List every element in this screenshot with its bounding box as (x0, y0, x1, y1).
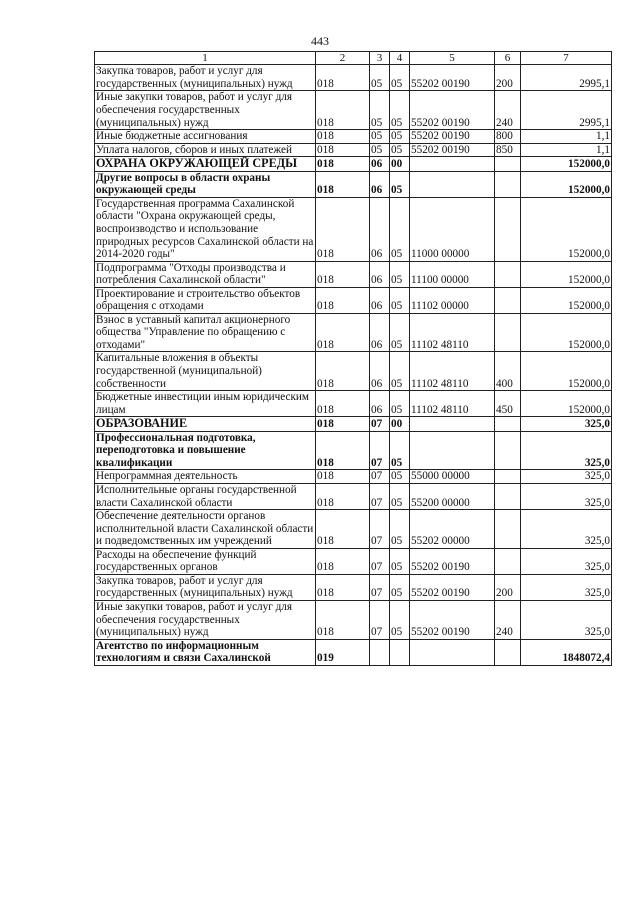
row-subsection-code-cell: 05 (390, 510, 410, 549)
row-subsection-code-cell: 00 (390, 157, 410, 172)
row-section-code-cell: 06 (370, 313, 390, 352)
row-ved-code-cell: 018 (316, 261, 370, 287)
row-amount-cell: 325,0 (521, 484, 612, 510)
row-name-cell: Иные бюджетные ассигнования (95, 130, 316, 144)
row-subsection-code-cell: 05 (390, 143, 410, 157)
row-expense-type-cell: 850 (495, 143, 521, 157)
table-row (95, 431, 612, 470)
row-ved-code-cell: 018 (316, 470, 370, 484)
row-amount-cell: 325,0 (521, 470, 612, 484)
table-row (95, 197, 612, 261)
table-row (95, 417, 612, 432)
row-amount-cell: 152000,0 (521, 171, 612, 197)
row-target-code-cell: 55202 00190 (410, 574, 495, 600)
column-number-row (95, 52, 612, 65)
row-expense-type-cell: 200 (495, 65, 521, 91)
row-subsection-code-cell: 00 (390, 417, 410, 432)
row-section-code-cell: 07 (370, 600, 390, 639)
row-amount-cell: 152000,0 (521, 313, 612, 352)
row-subsection-code-cell: 05 (390, 574, 410, 600)
row-amount-cell: 325,0 (521, 431, 612, 470)
row-amount-cell: 152000,0 (521, 197, 612, 261)
row-name-cell: Подпрограмма "Отходы производства и потребления Сахалинской области" (95, 261, 316, 287)
row-subsection-code-cell: 05 (390, 261, 410, 287)
row-section-code-cell: 07 (370, 574, 390, 600)
table-row (95, 171, 612, 197)
row-subsection-code-cell: 05 (390, 431, 410, 470)
row-target-code-cell: 55000 00000 (410, 470, 495, 484)
row-name-cell: Агентство по информационным технологиям и связи Сахалинской (95, 639, 316, 665)
row-section-code-cell: 06 (370, 171, 390, 197)
row-ved-code-cell: 018 (316, 91, 370, 130)
budget-table (94, 51, 612, 666)
row-expense-type-cell: 200 (495, 574, 521, 600)
row-subsection-code-cell: 05 (390, 130, 410, 144)
table-row (95, 313, 612, 352)
row-name-cell: Взнос в уставный капитал акционерного общества "Управление по обращению с отходами" (95, 313, 316, 352)
row-expense-type-cell: 240 (495, 91, 521, 130)
row-amount-cell: 2995,1 (521, 65, 612, 91)
row-ved-code-cell: 019 (316, 639, 370, 665)
row-ved-code-cell: 018 (316, 484, 370, 510)
row-expense-type-cell (495, 261, 521, 287)
table-row (95, 510, 612, 549)
row-amount-cell: 325,0 (521, 417, 612, 432)
row-section-code-cell: 06 (370, 287, 390, 313)
row-amount-cell: 1848072,4 (521, 639, 612, 665)
row-section-code-cell: 07 (370, 548, 390, 574)
row-name-cell: Профессиональная подготовка, переподготовка и повышение квалификации (95, 431, 316, 470)
row-subsection-code-cell (390, 639, 410, 665)
row-expense-type-cell: 240 (495, 600, 521, 639)
row-subsection-code-cell: 05 (390, 313, 410, 352)
row-section-code-cell: 05 (370, 143, 390, 157)
row-amount-cell: 1,1 (521, 130, 612, 144)
row-target-code-cell: 11102 48110 (410, 352, 495, 391)
row-expense-type-cell (495, 287, 521, 313)
row-ved-code-cell: 018 (316, 143, 370, 157)
row-name-cell: Расходы на обеспечение функций государственных органов (95, 548, 316, 574)
row-target-code-cell: 11000 00000 (410, 197, 495, 261)
row-subsection-code-cell: 05 (390, 65, 410, 91)
table-row (95, 470, 612, 484)
row-target-code-cell: 55202 00190 (410, 130, 495, 144)
row-ved-code-cell: 018 (316, 600, 370, 639)
row-ved-code-cell: 018 (316, 510, 370, 549)
row-subsection-code-cell: 05 (390, 287, 410, 313)
row-target-code-cell: 55202 00190 (410, 600, 495, 639)
row-target-code-cell (410, 417, 495, 432)
row-expense-type-cell (495, 510, 521, 549)
row-expense-type-cell: 400 (495, 352, 521, 391)
row-expense-type-cell (495, 417, 521, 432)
row-target-code-cell: 11102 48110 (410, 391, 495, 417)
row-subsection-code-cell: 05 (390, 91, 410, 130)
row-name-cell: Бюджетные инвестиции иным юридическим лицам (95, 391, 316, 417)
row-target-code-cell (410, 639, 495, 665)
row-ved-code-cell: 018 (316, 130, 370, 144)
table-row (95, 91, 612, 130)
row-subsection-code-cell: 05 (390, 391, 410, 417)
table-row (95, 157, 612, 172)
row-amount-cell: 152000,0 (521, 391, 612, 417)
table-row (95, 143, 612, 157)
table-row (95, 352, 612, 391)
row-expense-type-cell: 800 (495, 130, 521, 144)
page-number: 443 (311, 34, 329, 48)
row-section-code-cell: 06 (370, 391, 390, 417)
row-amount-cell: 2995,1 (521, 91, 612, 130)
row-name-cell: Обеспечение деятельности органов исполнительной власти Сахалинской области и подведомственных им учреждений (95, 510, 316, 549)
column-number-6: 6 (495, 52, 521, 65)
row-expense-type-cell (495, 431, 521, 470)
row-target-code-cell (410, 171, 495, 197)
column-number-2: 2 (316, 52, 370, 65)
row-target-code-cell: 55202 00000 (410, 510, 495, 549)
row-expense-type-cell (495, 470, 521, 484)
row-ved-code-cell: 018 (316, 313, 370, 352)
row-target-code-cell: 11102 48110 (410, 313, 495, 352)
row-amount-cell: 325,0 (521, 574, 612, 600)
column-number-5: 5 (410, 52, 495, 65)
row-amount-cell: 152000,0 (521, 287, 612, 313)
row-section-code-cell: 05 (370, 91, 390, 130)
row-subsection-code-cell: 05 (390, 548, 410, 574)
table-row (95, 65, 612, 91)
row-ved-code-cell: 018 (316, 352, 370, 391)
row-subsection-code-cell: 05 (390, 171, 410, 197)
table-row (95, 287, 612, 313)
row-name-cell: ОБРАЗОВАНИЕ (95, 417, 316, 432)
row-target-code-cell: 55200 00000 (410, 484, 495, 510)
row-ved-code-cell: 018 (316, 65, 370, 91)
row-section-code-cell: 07 (370, 484, 390, 510)
table-row (95, 574, 612, 600)
row-name-cell: Закупка товаров, работ и услуг для государственных (муниципальных) нужд (95, 65, 316, 91)
table-row (95, 600, 612, 639)
row-ved-code-cell: 018 (316, 171, 370, 197)
row-section-code-cell: 07 (370, 431, 390, 470)
row-amount-cell: 325,0 (521, 510, 612, 549)
row-amount-cell: 1,1 (521, 143, 612, 157)
column-number-1: 1 (95, 52, 316, 65)
row-ved-code-cell: 018 (316, 391, 370, 417)
row-name-cell: Иные закупки товаров, работ и услуг для обеспечения государственных (муниципальных) нужд (95, 91, 316, 130)
row-expense-type-cell (495, 157, 521, 172)
row-expense-type-cell (495, 548, 521, 574)
row-name-cell: Проектирование и строительство объектов обращения с отходами (95, 287, 316, 313)
table-row (95, 391, 612, 417)
row-ved-code-cell: 018 (316, 574, 370, 600)
row-ved-code-cell: 018 (316, 548, 370, 574)
row-amount-cell: 152000,0 (521, 157, 612, 172)
row-target-code-cell (410, 157, 495, 172)
row-ved-code-cell: 018 (316, 197, 370, 261)
table-row (95, 261, 612, 287)
row-expense-type-cell (495, 171, 521, 197)
row-amount-cell: 325,0 (521, 548, 612, 574)
row-name-cell: ОХРАНА ОКРУЖАЮЩЕЙ СРЕДЫ (95, 157, 316, 172)
row-name-cell: Уплата налогов, сборов и иных платежей (95, 143, 316, 157)
row-target-code-cell: 55202 00190 (410, 91, 495, 130)
row-section-code-cell (370, 639, 390, 665)
row-section-code-cell: 06 (370, 261, 390, 287)
row-target-code-cell: 55202 00190 (410, 65, 495, 91)
row-subsection-code-cell: 05 (390, 470, 410, 484)
row-section-code-cell: 05 (370, 130, 390, 144)
column-number-7: 7 (521, 52, 612, 65)
row-expense-type-cell (495, 197, 521, 261)
row-section-code-cell: 06 (370, 157, 390, 172)
table-row (95, 548, 612, 574)
row-ved-code-cell: 018 (316, 157, 370, 172)
row-name-cell: Государственная программа Сахалинской области "Охрана окружающей среды, воспроизводство и использование природных ресурсов Сахалинской области на 2014-2020 годы" (95, 197, 316, 261)
row-subsection-code-cell: 05 (390, 600, 410, 639)
table-row (95, 130, 612, 144)
row-amount-cell: 325,0 (521, 600, 612, 639)
row-subsection-code-cell: 05 (390, 352, 410, 391)
table-row (95, 639, 612, 665)
row-target-code-cell: 55202 00190 (410, 143, 495, 157)
row-name-cell: Непрограммная деятельность (95, 470, 316, 484)
row-section-code-cell: 06 (370, 197, 390, 261)
row-target-code-cell: 11102 00000 (410, 287, 495, 313)
row-subsection-code-cell: 05 (390, 197, 410, 261)
budget-table-body (95, 52, 612, 666)
row-ved-code-cell: 018 (316, 287, 370, 313)
column-number-4: 4 (390, 52, 410, 65)
row-section-code-cell: 07 (370, 470, 390, 484)
row-amount-cell: 152000,0 (521, 261, 612, 287)
row-section-code-cell: 07 (370, 510, 390, 549)
row-name-cell: Капитальные вложения в объекты государственной (муниципальной) собственности (95, 352, 316, 391)
row-target-code-cell: 11100 00000 (410, 261, 495, 287)
table-row (95, 484, 612, 510)
row-target-code-cell: 55202 00190 (410, 548, 495, 574)
column-number-3: 3 (370, 52, 390, 65)
row-expense-type-cell (495, 313, 521, 352)
row-name-cell: Закупка товаров, работ и услуг для государственных (муниципальных) нужд (95, 574, 316, 600)
row-section-code-cell: 07 (370, 417, 390, 432)
row-amount-cell: 152000,0 (521, 352, 612, 391)
row-target-code-cell (410, 431, 495, 470)
row-section-code-cell: 05 (370, 65, 390, 91)
row-expense-type-cell (495, 639, 521, 665)
row-expense-type-cell (495, 484, 521, 510)
row-name-cell: Исполнительные органы государственной власти Сахалинской области (95, 484, 316, 510)
row-name-cell: Иные закупки товаров, работ и услуг для обеспечения государственных (муниципальных) нужд (95, 600, 316, 639)
row-ved-code-cell: 018 (316, 431, 370, 470)
row-expense-type-cell: 450 (495, 391, 521, 417)
row-section-code-cell: 06 (370, 352, 390, 391)
row-subsection-code-cell: 05 (390, 484, 410, 510)
row-name-cell: Другие вопросы в области охраны окружающей среды (95, 171, 316, 197)
row-ved-code-cell: 018 (316, 417, 370, 432)
